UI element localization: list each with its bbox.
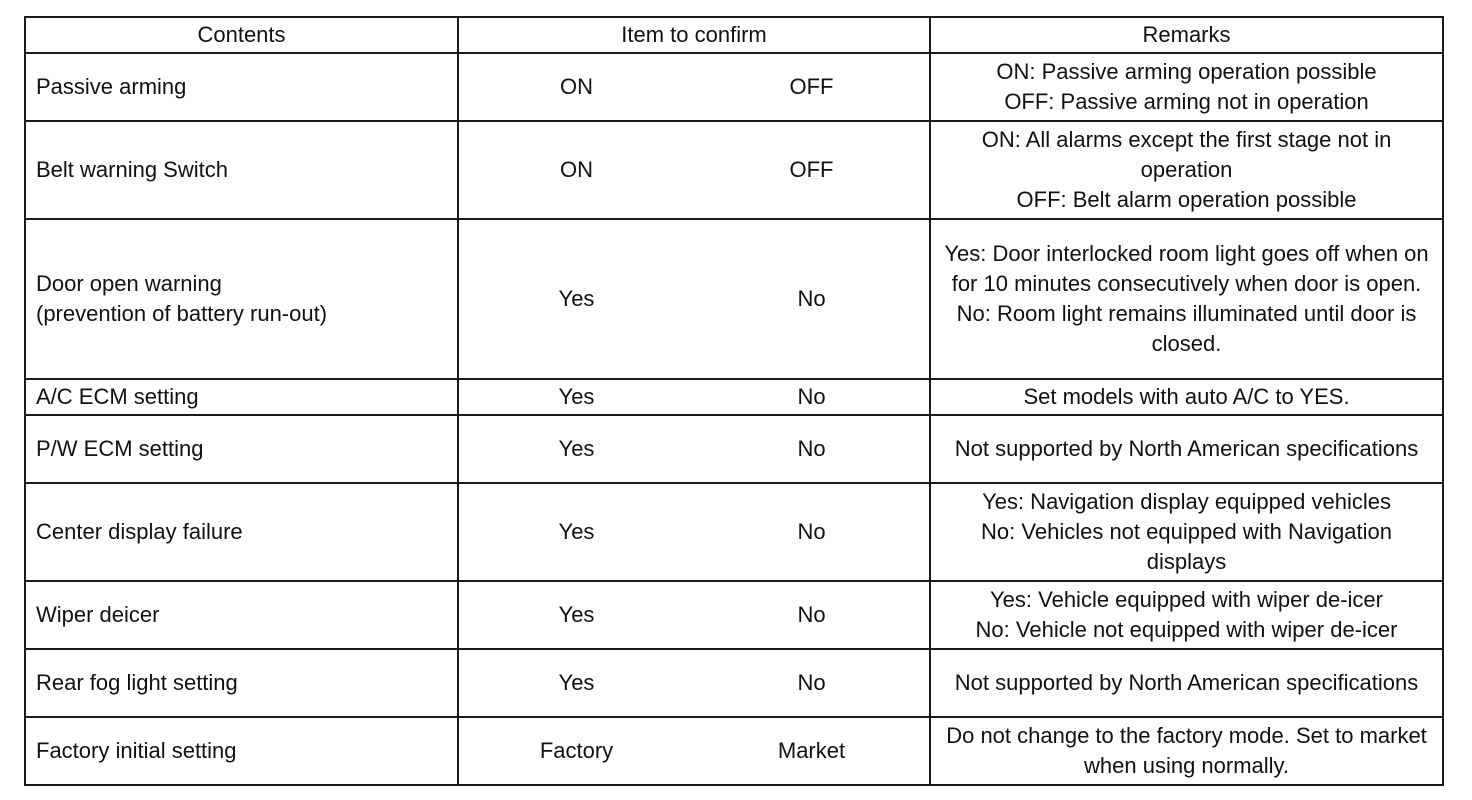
remarks-text: Not supported by North American specifications [954,436,1419,461]
remarks-text: ON: All alarms except the first stage not in operation [981,127,1392,182]
cell-option-b: No [694,219,930,379]
table-row [25,581,1443,649]
table-row [25,649,1443,717]
cell-option-a: Yes [458,483,694,581]
table-body [25,53,1443,785]
table-row [25,219,1443,379]
remarks-text: Not supported by North American specifications [954,670,1419,695]
cell-option-a: Yes [458,581,694,649]
remarks-text: Do not change to the factory mode. Set to market when using normally. [946,723,1427,778]
remarks-text: OFF: Passive arming not in operation [1004,89,1369,114]
contents-text: Factory initial setting [36,738,237,763]
header-item-to-confirm: Item to confirm [458,17,930,53]
cell-contents [25,53,458,121]
cell-option-a: Yes [458,415,694,483]
cell-contents [25,415,458,483]
cell-option-b: No [694,415,930,483]
cell-option-a: ON [458,53,694,121]
cell-remarks [930,53,1443,121]
cell-remarks [930,415,1443,483]
cell-remarks [930,219,1443,379]
cell-contents [25,121,458,219]
cell-contents [25,219,458,379]
cell-option-b: OFF [694,121,930,219]
remarks-text: No: Vehicle not equipped with wiper de-icer [975,617,1398,642]
header-contents: Contents [25,17,458,53]
contents-text: (prevention of battery run-out) [36,301,328,326]
cell-option-b: No [694,649,930,717]
cell-option-a: Yes [458,379,694,415]
cell-remarks [930,649,1443,717]
cell-remarks [930,717,1443,785]
table-header-row [25,17,1443,53]
remarks-text: Yes: Door interlocked room light goes off when on for 10 minutes consecutively when door is open. [944,241,1429,296]
contents-text: Rear fog light setting [36,670,238,695]
remarks-text: Set models with auto A/C to YES. [1023,384,1350,409]
contents-text: Wiper deicer [36,602,160,627]
cell-contents [25,483,458,581]
table-row [25,483,1443,581]
table-row [25,121,1443,219]
remarks-text: No: Vehicles not equipped with Navigation displays [981,519,1392,574]
table-row [25,415,1443,483]
cell-option-b: Market [694,717,930,785]
cell-option-a: Yes [458,219,694,379]
cell-contents [25,581,458,649]
table-row [25,53,1443,121]
table-row [25,379,1443,415]
cell-contents [25,649,458,717]
settings-table [24,16,1444,786]
cell-remarks [930,483,1443,581]
remarks-text: OFF: Belt alarm operation possible [1016,187,1357,212]
cell-contents [25,717,458,785]
remarks-text: ON: Passive arming operation possible [996,59,1377,84]
cell-option-a: ON [458,121,694,219]
remarks-text: No: Room light remains illuminated until door is closed. [956,301,1417,356]
cell-remarks [930,379,1443,415]
contents-text: Belt warning Switch [36,157,228,182]
remarks-text: Yes: Navigation display equipped vehicles [982,489,1391,514]
contents-text: Door open warning [36,271,222,296]
contents-text: Passive arming [36,74,187,99]
remarks-text: Yes: Vehicle equipped with wiper de-icer [990,587,1383,612]
contents-text: Center display failure [36,519,243,544]
cell-remarks [930,581,1443,649]
cell-option-a: Yes [458,649,694,717]
cell-option-b: No [694,483,930,581]
cell-option-b: No [694,379,930,415]
cell-option-b: OFF [694,53,930,121]
cell-remarks [930,121,1443,219]
contents-text: P/W ECM setting [36,436,204,461]
cell-option-b: No [694,581,930,649]
cell-contents [25,379,458,415]
header-remarks: Remarks [930,17,1443,53]
table-row [25,717,1443,785]
contents-text: A/C ECM setting [36,384,199,409]
cell-option-a: Factory [458,717,694,785]
